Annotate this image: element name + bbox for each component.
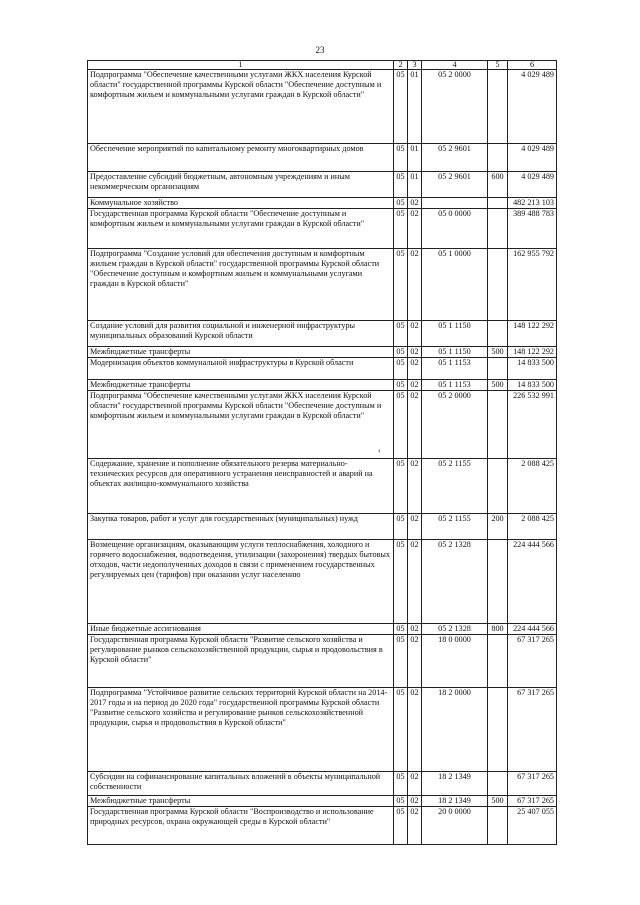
row-section-cell: 05: [394, 624, 408, 635]
row-expense-type-cell: [488, 391, 508, 459]
row-section-cell: 05: [394, 807, 408, 845]
header-cell-name: 1: [88, 61, 394, 70]
row-section-cell: 05: [394, 772, 408, 796]
row-name-cell: Государственная программа Курской области "Развитие сельского хозяйства и регулирование рынков сельскохозяйственной продукции, сырья и продовольствия в Курской области": [88, 635, 394, 688]
row-section-cell: 05: [394, 209, 408, 249]
row-target-article-cell: 18 0 0000: [422, 635, 488, 688]
row-section-cell: 05: [394, 688, 408, 772]
table-row: [88, 514, 557, 540]
row-section-cell: 05: [394, 391, 408, 459]
row-subsection-cell: 01: [408, 172, 422, 198]
table-row: [88, 380, 557, 391]
row-subsection-cell: 02: [408, 772, 422, 796]
row-section-cell: 05: [394, 459, 408, 514]
row-section-cell: 05: [394, 796, 408, 807]
table-row: [88, 459, 557, 514]
row-target-article-cell: 05 1 1153: [422, 380, 488, 391]
row-expense-type-cell: [488, 209, 508, 249]
row-expense-type-cell: 500: [488, 380, 508, 391]
row-name-cell: Подпрограмма "Обеспечение качественными услугами ЖКХ населения Курской области" государственной программы Курской области "Обеспечение доступным и комфортным жильем и коммунальными услугами граждан в Курской области": [88, 391, 394, 459]
row-target-article-cell: [422, 198, 488, 209]
row-target-article-cell: 20 0 0000: [422, 807, 488, 845]
row-name-cell: Подпрограмма "Устойчивое развитие сельских территорий Курской области на 2014-2017 годы и на период до 2020 года" государственной программы Курской области "Развитие сельского хозяйства и регулирование рынков сельскохозяйственной продукции, сырья и продовольствия в Курской области": [88, 688, 394, 772]
table-row: [88, 796, 557, 807]
row-name-cell: Государственная программа Курской области "Обеспечение доступным и комфортным жильем и коммунальными услугами граждан в Курской области": [88, 209, 394, 249]
row-name-cell: Закупка товаров, работ и услуг для государственных (муниципальных) нужд: [88, 514, 394, 540]
table-row: [88, 624, 557, 635]
row-target-article-cell: 05 2 9601: [422, 144, 488, 172]
row-target-article-cell: 05 2 0000: [422, 391, 488, 459]
row-name-cell: Государственная программа Курской области "Воспроизводство и использование природных ресурсов, охрана окружающей среды в Курской области": [88, 807, 394, 845]
row-amount-cell: 4 029 489: [508, 144, 557, 172]
row-subsection-cell: 02: [408, 635, 422, 688]
row-section-cell: 05: [394, 321, 408, 347]
row-name-cell: Возмещение организациям, оказывающим услуги теплоснабжения, холодного и горячего водоснабжения, водоотведения, утилизации (захоронения) твердых бытовых отходов, части недополученных доходов в связи с применением государственных регулируемых цен (тарифов) при оказании услуг населению: [88, 540, 394, 624]
row-section-cell: 05: [394, 70, 408, 144]
table-row: [88, 540, 557, 624]
row-section-cell: 05: [394, 249, 408, 321]
header-cell-section: 2: [394, 61, 408, 70]
row-section-cell: 05: [394, 358, 408, 380]
row-amount-cell: 4 029 489: [508, 70, 557, 144]
row-section-cell: 05: [394, 144, 408, 172]
row-target-article-cell: 05 2 1155: [422, 514, 488, 540]
row-amount-cell: 67 317 265: [508, 635, 557, 688]
row-name-cell: Межбюджетные трансферты: [88, 347, 394, 358]
row-subsection-cell: 02: [408, 459, 422, 514]
table-row: [88, 198, 557, 209]
row-target-article-cell: 18 2 0000: [422, 688, 488, 772]
row-expense-type-cell: [488, 70, 508, 144]
header-cell-subsection: 3: [408, 61, 422, 70]
row-amount-cell: 148 122 292: [508, 347, 557, 358]
row-subsection-cell: 02: [408, 358, 422, 380]
table-row: [88, 807, 557, 845]
row-section-cell: 05: [394, 198, 408, 209]
row-subsection-cell: 02: [408, 391, 422, 459]
row-name-cell: Подпрограмма "Обеспечение качественными услугами ЖКХ населения Курской области" государственной программы Курской области "Обеспечение доступным и комфортным жильем и коммунальными услугами граждан в Курской области": [88, 70, 394, 144]
header-cell-target-article: 4: [422, 61, 488, 70]
row-subsection-cell: 02: [408, 321, 422, 347]
row-amount-cell: 67 317 265: [508, 688, 557, 772]
row-amount-cell: 14 833 500: [508, 380, 557, 391]
row-amount-cell: 25 407 055: [508, 807, 557, 845]
row-expense-type-cell: [488, 772, 508, 796]
row-amount-cell: 148 122 292: [508, 321, 557, 347]
row-expense-type-cell: [488, 635, 508, 688]
row-subsection-cell: 01: [408, 70, 422, 144]
budget-table: [87, 60, 557, 845]
row-expense-type-cell: 600: [488, 172, 508, 198]
row-target-article-cell: 18 2 1349: [422, 796, 488, 807]
row-subsection-cell: 02: [408, 347, 422, 358]
row-expense-type-cell: 500: [488, 347, 508, 358]
row-subsection-cell: 02: [408, 209, 422, 249]
row-expense-type-cell: [488, 688, 508, 772]
row-subsection-cell: 02: [408, 249, 422, 321]
row-target-article-cell: 18 2 1349: [422, 772, 488, 796]
page-number: 23: [315, 45, 325, 55]
table-row: [88, 391, 557, 459]
row-subsection-cell: 02: [408, 624, 422, 635]
row-section-cell: 05: [394, 172, 408, 198]
row-target-article-cell: 05 1 1150: [422, 347, 488, 358]
row-expense-type-cell: 800: [488, 624, 508, 635]
row-subsection-cell: 02: [408, 514, 422, 540]
row-expense-type-cell: [488, 459, 508, 514]
table-row: [88, 688, 557, 772]
table-row: [88, 772, 557, 796]
row-target-article-cell: 05 0 0000: [422, 209, 488, 249]
row-name-cell: Обеспечение мероприятий по капитальному ремонту многоквартирных домов: [88, 144, 394, 172]
row-amount-cell: 14 833 500: [508, 358, 557, 380]
row-expense-type-cell: [488, 807, 508, 845]
row-target-article-cell: 05 2 1155: [422, 459, 488, 514]
row-expense-type-cell: [488, 144, 508, 172]
header-cell-amount: 6: [508, 61, 557, 70]
scan-mark: ‹: [378, 446, 381, 455]
table-row: [88, 209, 557, 249]
row-amount-cell: 224 444 566: [508, 540, 557, 624]
row-subsection-cell: 01: [408, 144, 422, 172]
row-expense-type-cell: [488, 321, 508, 347]
row-amount-cell: 4 029 489: [508, 172, 557, 198]
table-row: [88, 249, 557, 321]
table-body: [88, 70, 557, 845]
row-target-article-cell: 05 1 0000: [422, 249, 488, 321]
row-amount-cell: 226 532 991: [508, 391, 557, 459]
row-target-article-cell: 05 2 9601: [422, 172, 488, 198]
row-subsection-cell: 02: [408, 807, 422, 845]
row-amount-cell: 162 955 792: [508, 249, 557, 321]
row-target-article-cell: 05 1 1150: [422, 321, 488, 347]
row-expense-type-cell: [488, 358, 508, 380]
row-amount-cell: 67 317 265: [508, 796, 557, 807]
row-subsection-cell: 02: [408, 796, 422, 807]
row-name-cell: Предоставление субсидий бюджетным, автономным учреждениям и иным некоммерческим организациям: [88, 172, 394, 198]
row-name-cell: Создание условий для развития социальной и инженерной инфраструктуры муниципальных образований Курской области: [88, 321, 394, 347]
row-section-cell: 05: [394, 635, 408, 688]
row-section-cell: 05: [394, 540, 408, 624]
row-target-article-cell: 05 2 1328: [422, 540, 488, 624]
row-section-cell: 05: [394, 380, 408, 391]
row-expense-type-cell: 200: [488, 514, 508, 540]
table-row: [88, 70, 557, 144]
row-amount-cell: 224 444 566: [508, 624, 557, 635]
row-amount-cell: 67 317 265: [508, 772, 557, 796]
row-section-cell: 05: [394, 514, 408, 540]
row-name-cell: Содержание, хранение и пополнение обязательного резерва материально-технических ресурсов для оперативного устранения неисправностей и аварий на объектах жилищно-коммунального хозяйства: [88, 459, 394, 514]
row-name-cell: Межбюджетные трансферты: [88, 380, 394, 391]
row-expense-type-cell: [488, 249, 508, 321]
row-subsection-cell: 02: [408, 540, 422, 624]
row-target-article-cell: 05 2 1328: [422, 624, 488, 635]
header-row: [88, 61, 557, 70]
table-row: [88, 172, 557, 198]
row-name-cell: Субсидии на софинансирование капитальных вложений в объекты муниципальной собственности: [88, 772, 394, 796]
row-target-article-cell: 05 2 0000: [422, 70, 488, 144]
row-name-cell: Подпрограмма "Создание условий для обеспечения доступным и комфортным жильем граждан в Курской области" государственной программы Курской области "Обеспечение доступным и комфортным жильем и коммунальными услугами граждан в Курской области": [88, 249, 394, 321]
header-cell-expense-type: 5: [488, 61, 508, 70]
row-name-cell: Иные бюджетные ассигнования: [88, 624, 394, 635]
row-name-cell: Модернизация объектов коммунальной инфраструктуры в Курской области: [88, 358, 394, 380]
row-target-article-cell: 05 1 1153: [422, 358, 488, 380]
row-amount-cell: 389 488 783: [508, 209, 557, 249]
table-row: [88, 358, 557, 380]
row-expense-type-cell: [488, 198, 508, 209]
table-row: [88, 144, 557, 172]
row-amount-cell: 482 213 103: [508, 198, 557, 209]
row-expense-type-cell: [488, 540, 508, 624]
row-amount-cell: 2 088 425: [508, 459, 557, 514]
table-row: [88, 635, 557, 688]
row-section-cell: 05: [394, 347, 408, 358]
row-name-cell: Коммунальное хозяйство: [88, 198, 394, 209]
row-subsection-cell: 02: [408, 198, 422, 209]
row-subsection-cell: 02: [408, 688, 422, 772]
row-subsection-cell: 02: [408, 380, 422, 391]
row-amount-cell: 2 088 425: [508, 514, 557, 540]
row-expense-type-cell: 500: [488, 796, 508, 807]
row-name-cell: Межбюджетные трансферты: [88, 796, 394, 807]
table-row: [88, 347, 557, 358]
table-row: [88, 321, 557, 347]
